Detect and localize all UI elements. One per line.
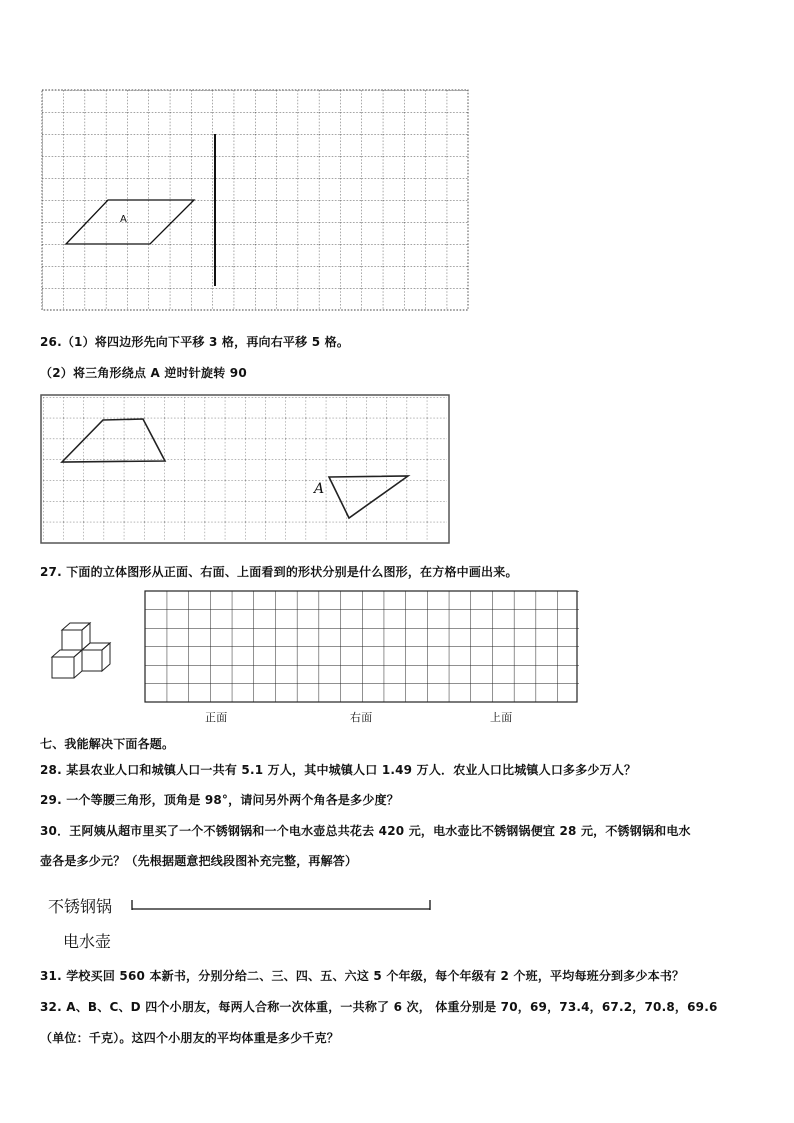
question-32-line-2: （单位：千克）。这四个小朋友的平均体重是多少千克？ [40,1031,340,1045]
dotted-grid [43,397,447,541]
dotted-grid [42,90,468,310]
caption-top: 上面 [490,711,513,724]
triangle-label-a: A [314,481,325,497]
question-26-line-2: （2）将三角形绕点 A 逆时针旋转 90 [40,366,247,380]
question-31-text: 31. 学校买回 560 本新书，分别分给二、三、四、五、六这 5 个年级，每个年级有 2 个班，平均每班分到多少本书？ [40,969,685,983]
parallelogram-label-a: A [120,214,127,225]
segment-label-pot: 不锈钢锅 [48,897,113,916]
segment-label-kettle: 电水壶 [63,932,112,951]
question-30-line-1: 30．王阿姨从超市里买了一个不锈钢锅和一个电水壶总共花去 420 元，电水壶比不锈钢锅便宜 28 元，不锈钢锅和电水 [40,824,691,838]
question-26-line-1: 26.（1）将四边形先向下平移 3 格，再向右平移 5 格。 [40,335,350,349]
question-28-text: 28. 某县农业人口和城镇人口一共有 5.1 万人，其中城镇人口 1.49 万人．农业人口比城镇人口多多少万人？ [40,763,637,777]
caption-right: 右面 [350,711,373,724]
square-grid [145,591,579,702]
grid-figure-trapezoid-triangle [40,394,452,544]
question-29-text: 29. 一个等腰三角形，顶角是 98°，请问另外两个角各是多少度？ [40,793,399,807]
segment-diagram-pot [128,890,436,916]
question-32-line-1: 32. A、B、C、D 四个小朋友，每两人合称一次体重，一共称了 6 次， 体重分别是 70，69，73.4，67.2，70.8，69.6 [40,1000,718,1014]
drawing-grid-views [143,589,579,705]
grid-figure-parallelogram [40,88,474,313]
stacked-cubes-figure [46,620,116,682]
caption-front: 正面 [205,711,228,724]
section-7-heading: 七、我能解决下面各题。 [40,737,175,751]
question-27-text: 27. 下面的立体图形从正面、右面、上面看到的形状分别是什么图形，在方格中画出来。 [40,565,518,579]
question-30-line-2: 壶各是多少元？（先根据题意把线段图补充完整，再解答） [40,854,358,868]
